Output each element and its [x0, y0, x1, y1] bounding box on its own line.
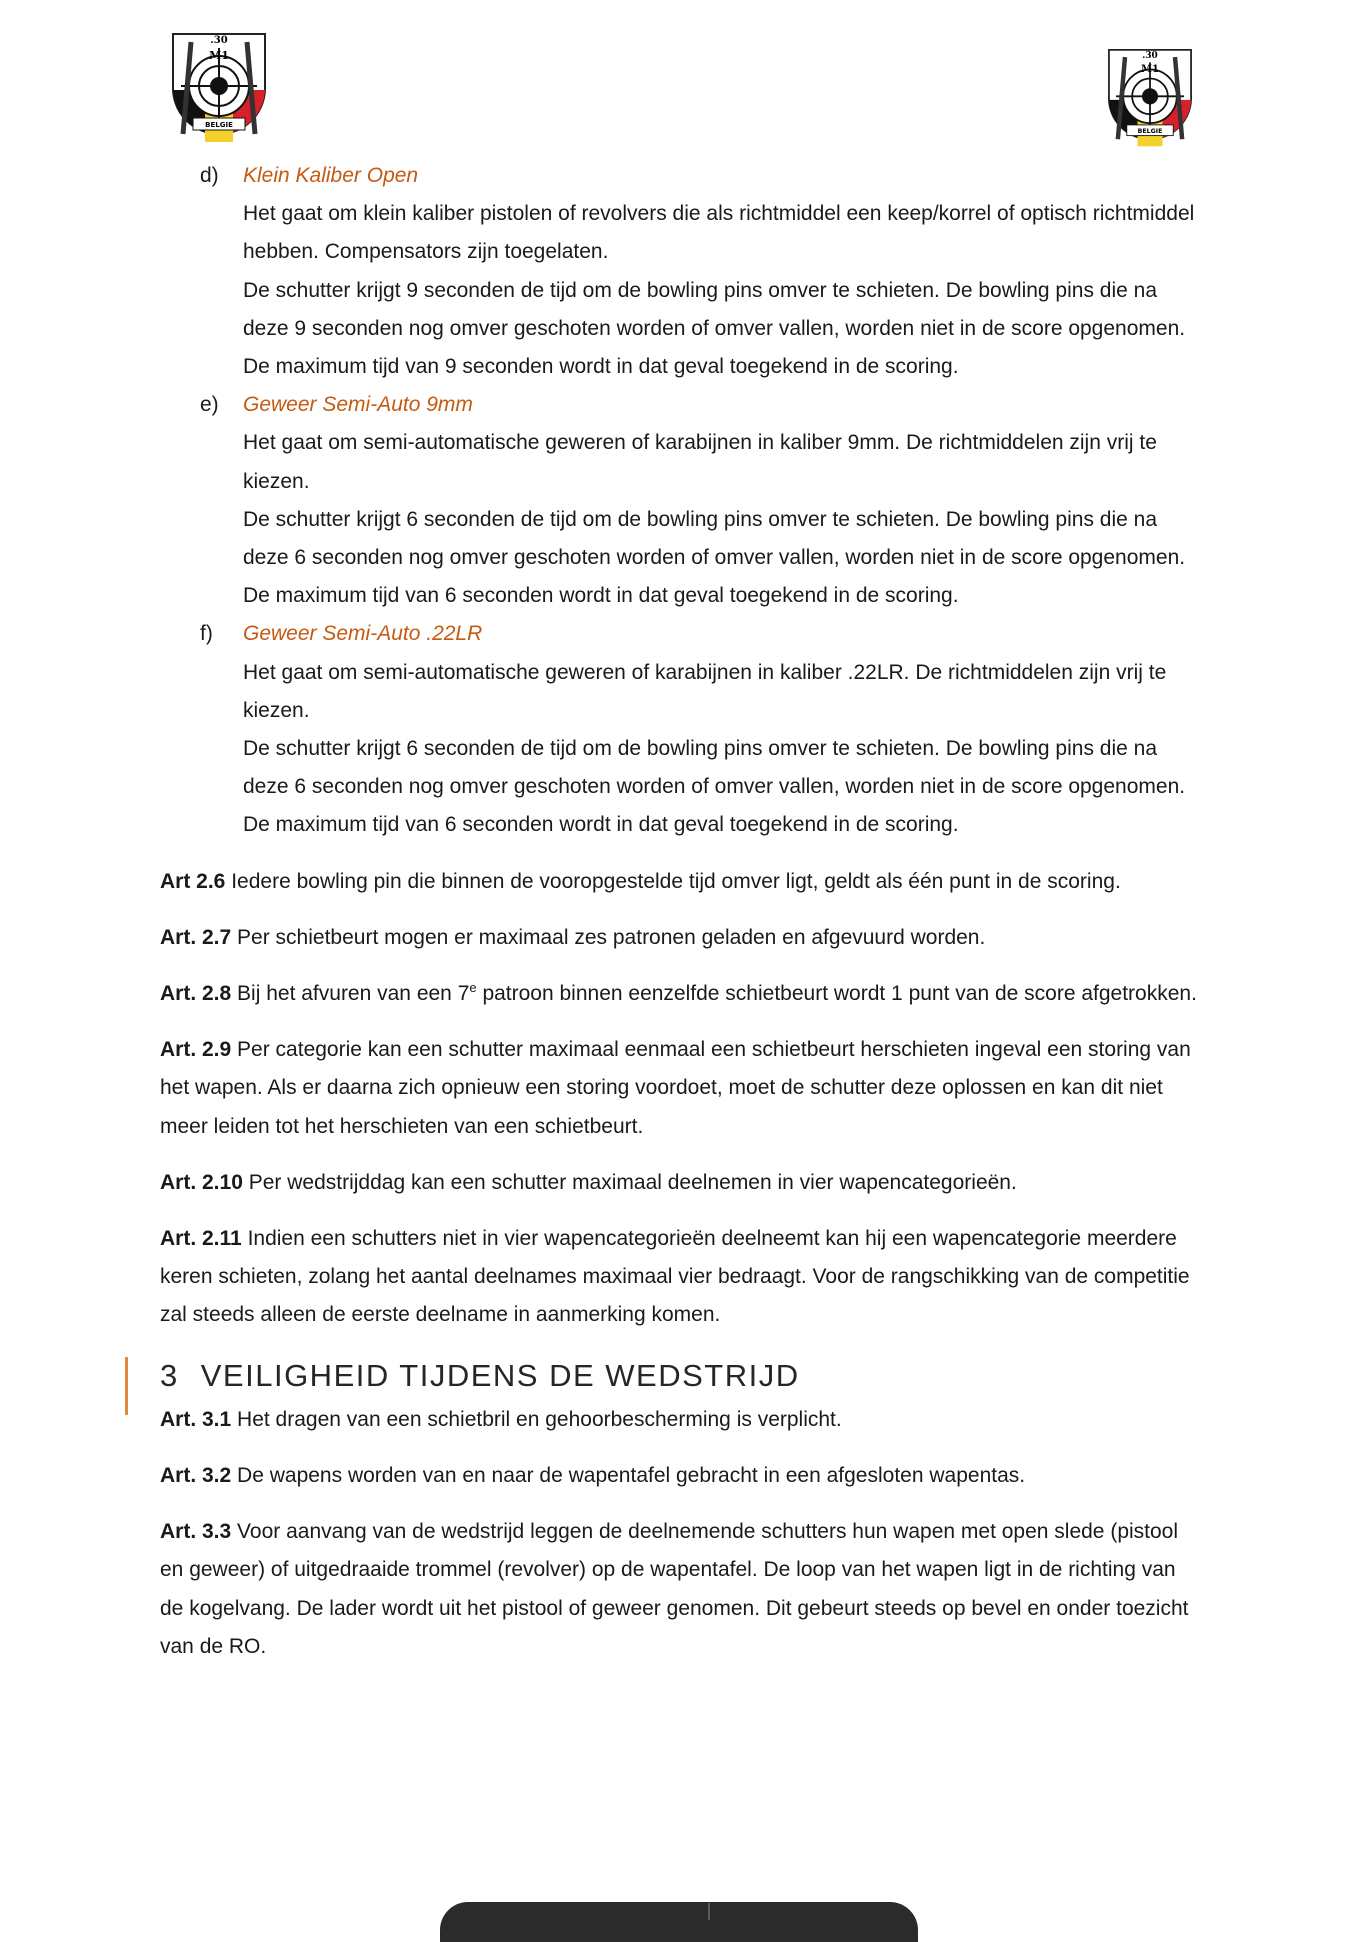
article-2-7 — [160, 919, 1200, 957]
article-text: Bij het afvuren van een 7 — [237, 982, 470, 1006]
club-logo-right — [1100, 40, 1200, 158]
article-2-11 — [160, 1220, 1200, 1335]
section-heading — [160, 1353, 1200, 1399]
list-item-paragraph: Het gaat om semi-automatische geweren of karabijnen in kaliber .22LR. De richtmiddelen zijn vrij te kiezen. — [243, 660, 1167, 722]
article-text: Het dragen van een schietbril en gehoorbescherming is verplicht. — [237, 1407, 842, 1431]
list-item-paragraph: Het gaat om klein kaliber pistolen of revolvers die als richtmiddel een keep/korrel of optisch richtmiddel hebben. Compensators zijn toegelaten. — [243, 202, 1195, 264]
list-item-paragraph: Het gaat om semi-automatische geweren of karabijnen in kaliber 9mm. De richtmiddelen zijn vrij te kiezen. — [243, 431, 1157, 493]
article-text: Per wedstrijddag kan een schutter maximaal deelnemen in vier wapencategorieën. — [248, 1170, 1017, 1194]
list-item — [160, 615, 1200, 844]
article-label: Art. 3.1 — [160, 1407, 232, 1431]
article-text: Voor aanvang van de wedstrijd leggen de deelnemende schutters hun wapen met open slede (pistool en geweer) of uitgedraaide trommel (revolver) op de wapentafel. De loop van het wapen ligt in de richting van de kogelvang. De lader wordt uit het pistool of geweer genomen. Dit gebeurt steeds op bevel en onder toezicht van de RO. — [160, 1520, 1189, 1658]
list-item-paragraph: De schutter krijgt 6 seconden de tijd om de bowling pins omver te schieten. De bowling pins die na deze 6 seconden nog omver geschoten worden of omver vallen, worden niet in de score opgenomen. De maximum tijd van 6 seconden wordt in dat geval toegekend in de scoring. — [243, 737, 1186, 837]
section-accent-bar — [125, 1357, 128, 1415]
article-2-10 — [160, 1164, 1200, 1202]
club-logo-left — [163, 26, 275, 152]
section-title: VEILIGHEID TIJDENS DE WEDSTRIJD — [200, 1357, 800, 1393]
article-label: Art. 2.9 — [160, 1038, 232, 1062]
logo-banner-text: BELGIE — [205, 121, 233, 129]
article-3-1 — [160, 1401, 1200, 1439]
list-item-paragraph: De schutter krijgt 6 seconden de tijd om de bowling pins omver te schieten. De bowling pins die na deze 6 seconden nog omver geschoten worden of omver vallen, worden niet in de score opgenomen. De maximum tijd van 6 seconden wordt in dat geval toegekend in de scoring. — [243, 507, 1186, 608]
logo-model-text: M1 — [209, 49, 229, 62]
article-text: Per schietbeurt mogen er maximaal zes patronen geladen en afgevuurd worden. — [237, 925, 986, 949]
toolbar-divider — [708, 1903, 710, 1920]
list-item — [160, 157, 1200, 386]
article-text: patroon binnen eenzelfde schietbeurt wordt 1 punt van de score afgetrokken. — [476, 982, 1197, 1006]
list-item-title: Geweer Semi-Auto .22LR — [243, 622, 483, 646]
logo-model-text: M1 — [1141, 64, 1159, 76]
article-2-8 — [160, 975, 1200, 1013]
list-item-letter: f) — [200, 622, 213, 646]
viewer-toolbar[interactable] — [440, 1902, 918, 1942]
article-text: Iedere bowling pin die binnen de vooropgestelde tijd omver ligt, geldt als één punt in de scoring. — [231, 869, 1121, 893]
list-item — [160, 386, 1200, 615]
article-label: Art. 2.10 — [160, 1170, 243, 1194]
article-label: Art. 3.2 — [160, 1463, 232, 1487]
article-label: Art. 3.3 — [160, 1520, 232, 1544]
article-label: Art. 2.11 — [160, 1227, 242, 1251]
article-label: Art. 2.8 — [160, 982, 232, 1006]
article-3-2 — [160, 1457, 1200, 1495]
list-item-title: Geweer Semi-Auto 9mm — [243, 393, 473, 417]
logo-caliber-text: .30 — [1142, 50, 1158, 61]
article-label: Art. 2.7 — [160, 925, 232, 949]
article-text: De wapens worden van en naar de wapentafel gebracht in een afgesloten wapentas. — [237, 1463, 1026, 1487]
article-text: Indien een schutters niet in vier wapencategorieën deelneemt kan hij een wapencategorie meerdere keren schieten, zolang het aantal deelnames maximaal vier bedraagt. Voor de rangschikking van de competitie zal steeds alleen de eerste deelname in aanmerking komen. — [160, 1227, 1190, 1327]
article-2-9 — [160, 1031, 1200, 1146]
article-2-6 — [160, 863, 1200, 901]
logo-caliber-text: .30 — [210, 35, 228, 46]
list-item-letter: e) — [200, 393, 219, 417]
article-text: Per categorie kan een schutter maximaal eenmaal een schietbeurt herschieten ingeval een storing van het wapen. Als er daarna zich opnieuw een storing voordoet, moet de schutter deze oplossen en kan dit niet meer leiden tot het herschieten van een schietbeurt. — [160, 1038, 1191, 1138]
article-superscript: e — [469, 980, 477, 996]
list-item-letter: d) — [200, 164, 219, 187]
list-item-paragraph: De schutter krijgt 9 seconden de tijd om de bowling pins omver te schieten. De bowling pins die na deze 9 seconden nog omver geschoten worden of omver vallen, worden niet in de score opgenomen. De maximum tijd van 9 seconden wordt in dat geval toegekend in de scoring. — [243, 278, 1186, 379]
section-number: 3 — [160, 1357, 179, 1393]
logo-banner-text: BELGIE — [1137, 127, 1163, 135]
document-body — [160, 157, 1200, 1666]
article-label: Art 2.6 — [160, 869, 226, 893]
article-3-3 — [160, 1513, 1200, 1666]
list-item-title: Klein Kaliber Open — [243, 164, 419, 187]
